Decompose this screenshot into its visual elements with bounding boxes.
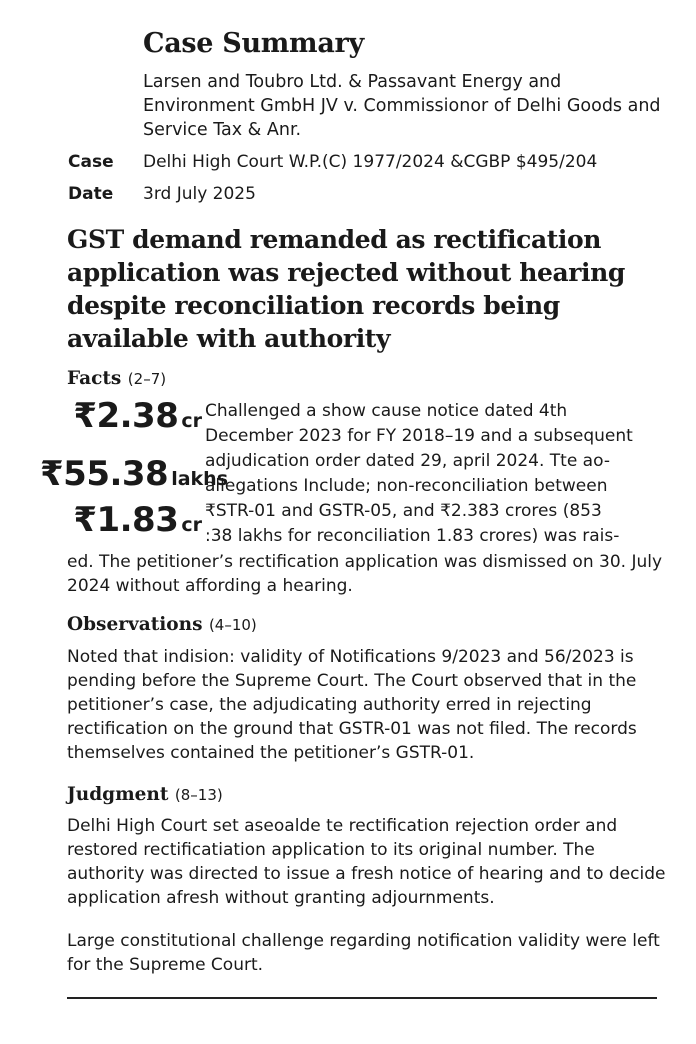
- observations-heading-label: Observations: [67, 614, 203, 635]
- headline: GST demand remanded as rectification application was rejected without hearing despite reconciliation records being available with authority: [67, 225, 626, 353]
- stat-amount-3: [66, 500, 202, 540]
- date-label: Date: [68, 184, 114, 204]
- stat-amount-1: [66, 396, 202, 436]
- bottom-divider: [67, 997, 657, 999]
- facts-line: :38 lakhs for reconciliation 1.83 crores) was rais-: [205, 526, 620, 546]
- facts-heading-label: Facts: [67, 368, 122, 389]
- observations-ref: (4–10): [208, 616, 257, 634]
- facts-line: Challenged a show cause notice dated 4th: [205, 401, 568, 421]
- facts-line: allegations Include; non-reconciliation between: [205, 476, 608, 496]
- facts-line: adjudication order dated 29, april 2024. Tte ao-: [205, 451, 610, 471]
- facts-heading: [67, 368, 166, 389]
- judgment-heading: [67, 784, 223, 805]
- judgment-ref: (8–13): [174, 786, 223, 804]
- case-citation: Delhi High Court W.P.(C) 1977/2024 &CGBP $495/204: [143, 152, 598, 172]
- facts-ref: (2–7): [127, 370, 167, 388]
- case-label: Case: [68, 152, 114, 172]
- stat-value: ₹2.38: [73, 396, 179, 436]
- observations-heading: [67, 614, 257, 635]
- stat-value: ₹55.38: [40, 454, 169, 494]
- judgment-heading-label: Judgment: [67, 784, 169, 805]
- stat-amount-2: [40, 454, 229, 494]
- page-title: Case Summary: [143, 28, 364, 59]
- facts-text: ed. The petitioner’s rectification application was dismissed on 30. July 2024 without affording a hearing.: [67, 552, 663, 596]
- case-parties: Larsen and Toubro Ltd. & Passavant Energy and Environment GmbH JV v. Commissionor of Delhi Goods and Service Tax & Anr.: [143, 72, 661, 140]
- facts-line: December 2023 for FY 2018–19 and a subsequent: [205, 426, 633, 446]
- judgment-date: 3rd July 2025: [143, 184, 256, 204]
- stat-unit: lakhs: [171, 468, 229, 490]
- observations-text: Noted that indision: validity of Notifications 9/2023 and 56/2023 is pending before the Supreme Court. The Court observed that in the petitioner’s case, the adjudicating authority erred in rejecting rectification on the ground that GSTR-01 was not filed. The records themselves contained the petitioner’s GSTR-01.: [67, 647, 637, 763]
- stat-unit: cr: [181, 410, 202, 432]
- judgment-note: Large constitutional challenge regarding notification validity were left for the Supreme Court.: [67, 931, 660, 975]
- stat-value: ₹1.83: [73, 500, 179, 540]
- stat-unit: cr: [181, 514, 202, 536]
- judgment-text: Delhi High Court set aseoalde te rectification rejection order and restored rectificatiation application to its original number. The authority was directed to issue a fresh notice of hearing and to decide application afresh without granting adjournments.: [67, 816, 666, 908]
- facts-line: ₹STR-01 and GSTR-05, and ₹2.383 crores (853: [205, 501, 602, 521]
